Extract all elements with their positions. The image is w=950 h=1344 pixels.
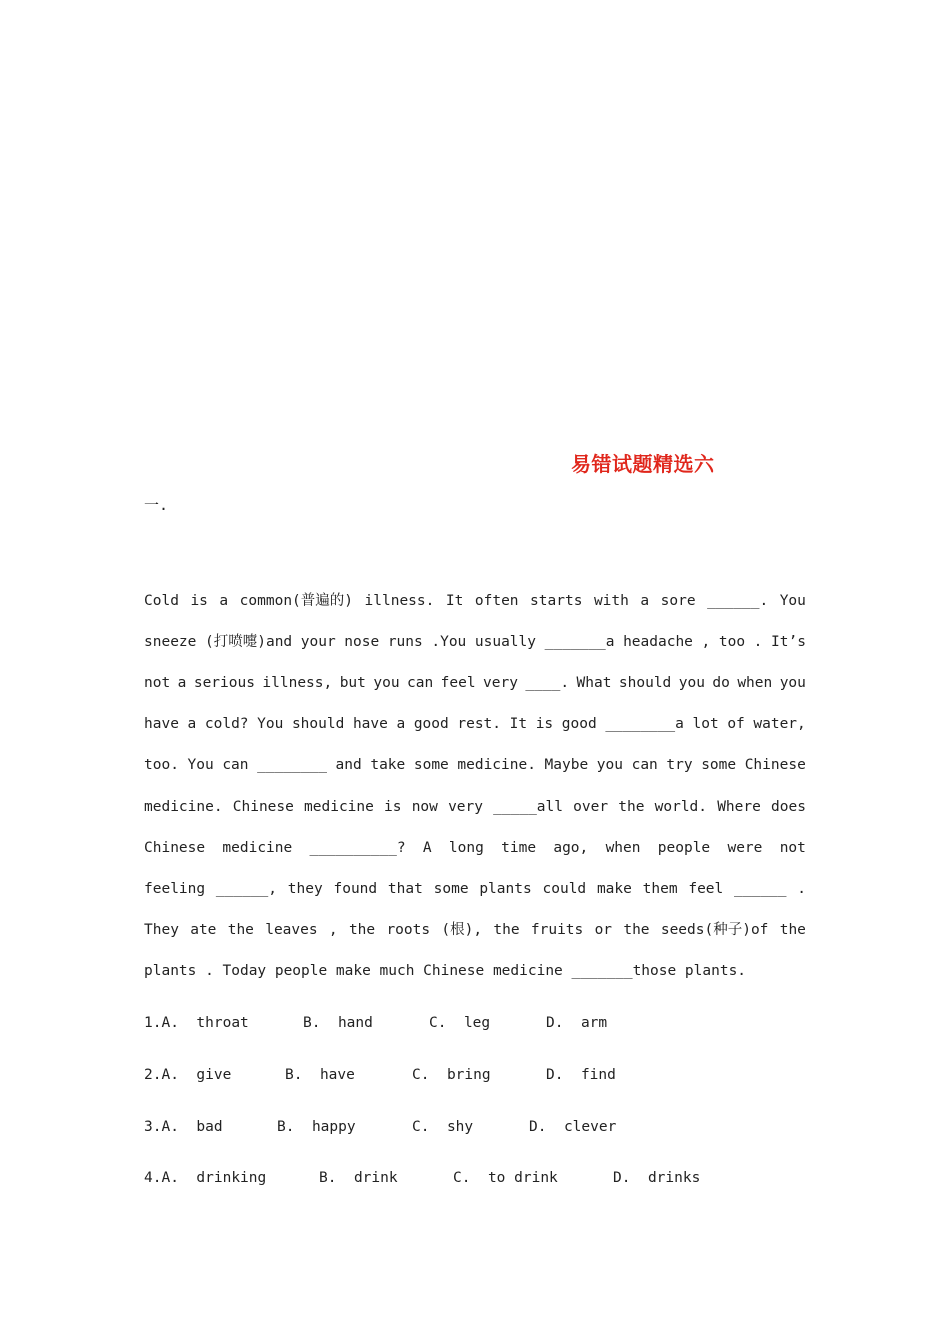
passage-line: [144, 961, 806, 981]
passage-word: __________?: [309, 840, 406, 856]
passage-word: _____all: [493, 799, 563, 815]
passage-word: .: [753, 634, 763, 650]
passage-word: illness.: [364, 593, 435, 609]
passage-word: much: [379, 963, 415, 979]
passage-word: the: [618, 799, 645, 815]
option-d: [546, 1013, 607, 1033]
passage-word: of: [727, 716, 745, 732]
question-number: 4.: [144, 1170, 162, 1186]
question-number: 1.: [144, 1015, 162, 1031]
option-letter: C.: [429, 1015, 447, 1031]
option-letter: C.: [412, 1067, 430, 1083]
passage-word: could: [542, 881, 587, 897]
option-c: [412, 1117, 473, 1137]
passage-word: It: [509, 716, 528, 732]
passage-word: Chinese: [144, 840, 206, 856]
passage-word: does: [771, 799, 806, 815]
passage-word: Where: [717, 799, 761, 815]
passage-word: over: [573, 799, 609, 815]
passage-word: you: [779, 675, 806, 691]
option-c: [453, 1168, 558, 1188]
option-text: have: [319, 1067, 355, 1083]
passage-word: Chinese: [423, 963, 485, 979]
option-text: throat: [196, 1015, 249, 1031]
passage-word: the: [348, 922, 376, 938]
option-b: [277, 1117, 356, 1137]
passage-word: can: [222, 757, 249, 773]
passage-word: but: [339, 675, 366, 691]
passage-word: take: [370, 757, 406, 773]
passage-word: have: [144, 716, 179, 732]
passage-line: [144, 591, 806, 611]
option-text: give: [196, 1067, 232, 1083]
passage-word: a: [396, 716, 406, 732]
option-text: clever: [563, 1119, 617, 1135]
passage-word: some: [433, 881, 469, 897]
passage-word: illness,: [262, 675, 333, 691]
passage-word: now: [411, 799, 438, 815]
option-text: to drink: [487, 1170, 558, 1186]
option-text: arm: [580, 1015, 608, 1031]
passage-word: a: [187, 716, 197, 732]
passage-word: leaves: [265, 922, 318, 938]
passage-word: long: [448, 840, 484, 856]
passage-word: found: [333, 881, 378, 897]
passage-word: make: [596, 881, 632, 897]
passage-word: very: [448, 799, 483, 815]
passage-word: a: [177, 675, 187, 691]
passage-word: runs: [387, 634, 423, 650]
passage-word: lot: [692, 716, 719, 732]
passage-word: the: [623, 922, 650, 938]
passage-word: have: [352, 716, 388, 732]
passage-word: serious: [193, 675, 255, 691]
passage-word: you: [596, 757, 623, 773]
passage-word: It’s: [771, 634, 806, 650]
passage-word: some: [701, 757, 737, 773]
section-label: 一.: [144, 496, 169, 514]
option-letter: C.: [412, 1119, 430, 1135]
option-letter: B.: [319, 1170, 337, 1186]
passage-word: plants: [144, 963, 197, 979]
option-letter: B.: [285, 1067, 303, 1083]
passage-word: _______a: [544, 634, 615, 650]
passage-word: medicine: [304, 799, 374, 815]
option-letter: B.: [303, 1015, 321, 1031]
passage-word: They: [144, 922, 179, 938]
passage-line: [144, 920, 806, 940]
passage-word: should: [291, 716, 345, 732]
passage-word: or: [594, 922, 613, 938]
passage-word: the: [227, 922, 254, 938]
option-b: [319, 1168, 398, 1188]
passage-word: (根),: [441, 922, 483, 938]
passage-word: rest.: [457, 716, 502, 732]
passage-line: [144, 797, 806, 817]
option-letter: D.: [613, 1170, 631, 1186]
passage-word: time: [501, 840, 537, 856]
option-letter: A.: [161, 1119, 179, 1135]
passage-line: [144, 879, 806, 899]
option-text: bring: [446, 1067, 491, 1083]
passage-word: .You: [431, 634, 467, 650]
passage-word: What: [576, 675, 612, 691]
passage-word: make: [335, 963, 371, 979]
passage-word: very: [483, 675, 518, 691]
passage-word: ate: [190, 922, 217, 938]
passage-word: Chinese: [232, 799, 294, 815]
passage-word: _______those: [571, 963, 677, 979]
passage-word: roots: [386, 922, 431, 938]
passage-word: is: [384, 799, 402, 815]
passage-word: sneeze: [144, 634, 197, 650]
passage-line: [144, 755, 806, 775]
option-b: [303, 1013, 373, 1033]
passage-word: You: [257, 716, 284, 732]
option-d: [546, 1065, 616, 1085]
option-letter: A.: [161, 1170, 179, 1186]
passage-word: them: [642, 881, 678, 897]
passage-word: common(普遍的): [239, 593, 354, 609]
passage-word: can: [631, 757, 658, 773]
option-c: [412, 1065, 491, 1085]
passage-word: Today: [222, 963, 267, 979]
option-letter: B.: [277, 1119, 295, 1135]
passage-word: should: [618, 675, 672, 691]
passage-word: seeds(种子)of: [660, 922, 769, 938]
option-letter: D.: [529, 1119, 547, 1135]
option-text: hand: [337, 1015, 373, 1031]
option-a: [144, 1013, 249, 1033]
passage-word: nose: [344, 634, 380, 650]
passage-word: feel: [440, 675, 476, 691]
passage-word: It: [445, 593, 464, 609]
passage-word: ____.: [525, 675, 570, 691]
passage-word: You: [187, 757, 214, 773]
passage-word: often: [474, 593, 519, 609]
passage-word: Chinese: [744, 757, 806, 773]
option-text: shy: [446, 1119, 474, 1135]
passage-word: a: [640, 593, 650, 609]
passage-word: water,: [753, 716, 806, 732]
option-c: [429, 1013, 490, 1033]
passage-word: fruits: [530, 922, 584, 938]
passage-word: not: [144, 675, 171, 691]
passage-word: they: [287, 881, 323, 897]
passage-word: medicine: [222, 840, 293, 856]
option-d: [613, 1168, 700, 1188]
passage-line: [144, 632, 806, 652]
passage-word: starts: [530, 593, 583, 609]
passage-word: when: [737, 675, 773, 691]
passage-word: ________a: [605, 716, 684, 732]
passage-word: ,: [701, 634, 711, 650]
passage-word: .: [797, 881, 806, 897]
passage-word: plants: [479, 881, 532, 897]
passage-word: with: [593, 593, 629, 609]
passage-word: do: [712, 675, 730, 691]
passage-word: feeling: [144, 881, 206, 897]
question-number: 3.: [144, 1119, 162, 1135]
passage-word: cold?: [204, 716, 249, 732]
option-b: [285, 1065, 355, 1085]
passage-word: people: [657, 840, 711, 856]
passage-word: a: [219, 593, 229, 609]
passage-word: when: [605, 840, 641, 856]
passage-word: world.: [654, 799, 708, 815]
option-d: [529, 1117, 616, 1137]
passage-word: ________: [257, 757, 327, 773]
passage-word: You: [779, 593, 806, 609]
option-text: happy: [311, 1119, 356, 1135]
passage-word: usually: [474, 634, 536, 650]
passage-word: some: [413, 757, 449, 773]
passage-word: not: [779, 840, 806, 856]
page-title: 易错试题精选六: [571, 452, 715, 476]
option-text: bad: [196, 1119, 223, 1135]
option-letter: D.: [546, 1015, 564, 1031]
passage-word: you: [678, 675, 705, 691]
passage-word: sore: [660, 593, 696, 609]
passage-word: your: [300, 634, 336, 650]
passage-word: you: [373, 675, 400, 691]
option-a: [144, 1168, 266, 1188]
passage-word: Cold: [144, 593, 179, 609]
option-letter: C.: [453, 1170, 471, 1186]
passage-word: is: [535, 716, 554, 732]
option-text: find: [580, 1067, 616, 1083]
option-text: leg: [463, 1015, 491, 1031]
passage-word: good: [413, 716, 449, 732]
passage-word: ______,: [215, 881, 277, 897]
option-letter: D.: [546, 1067, 564, 1083]
question-number: 2.: [144, 1067, 162, 1083]
passage-word: medicine.: [457, 757, 536, 773]
option-text: drinking: [196, 1170, 267, 1186]
passage-word: the: [493, 922, 520, 938]
passage-line: [144, 673, 806, 693]
passage-word: medicine: [492, 963, 563, 979]
option-letter: A.: [161, 1015, 179, 1031]
option-text: drink: [353, 1170, 398, 1186]
passage-word: can: [407, 675, 434, 691]
passage-word: too.: [144, 757, 179, 773]
passage-word: ago,: [553, 840, 589, 856]
passage-word: A: [422, 840, 432, 856]
passage-word: Maybe: [544, 757, 589, 773]
option-a: [144, 1065, 231, 1085]
passage-word: ______.: [707, 593, 769, 609]
option-text: drinks: [647, 1170, 701, 1186]
passage-word: is: [190, 593, 208, 609]
passage-word: (打喷嚏)and: [205, 634, 293, 650]
passage-word: too: [718, 634, 746, 650]
passage-word: plants.: [684, 963, 747, 979]
passage-word: the: [779, 922, 806, 938]
passage-word: ,: [328, 922, 338, 938]
passage-word: people: [274, 963, 328, 979]
option-a: [144, 1117, 223, 1137]
passage-word: good: [561, 716, 597, 732]
passage-word: that: [387, 881, 423, 897]
option-letter: A.: [161, 1067, 179, 1083]
passage-word: were: [727, 840, 763, 856]
passage-word: medicine.: [144, 799, 223, 815]
passage-word: and: [335, 757, 362, 773]
passage-word: feel: [688, 881, 724, 897]
passage-line: [144, 714, 806, 734]
passage-word: try: [666, 757, 693, 773]
passage-line: [144, 838, 806, 858]
passage-word: ______: [734, 881, 787, 897]
passage-word: .: [205, 963, 214, 979]
passage-word: headache: [623, 634, 693, 650]
